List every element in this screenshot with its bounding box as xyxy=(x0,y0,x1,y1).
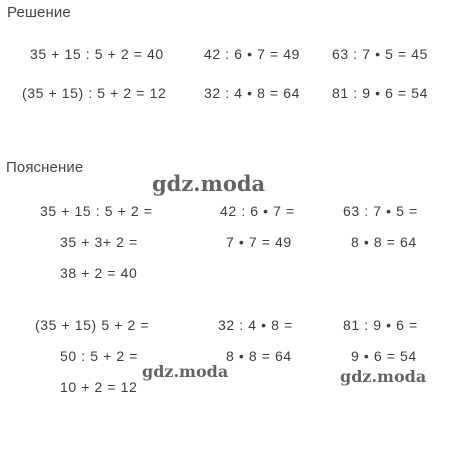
solution-expression: 63 : 7 • 5 = 45 xyxy=(332,46,429,62)
explanation-step: 35 + 3+ 2 = xyxy=(60,234,138,250)
watermark-logo: gdz.moda xyxy=(142,362,229,381)
explanation-step: 10 + 2 = 12 xyxy=(60,379,138,395)
solution-expression: 32 : 4 • 8 = 64 xyxy=(204,85,301,101)
solution-expression: (35 + 15) : 5 + 2 = 12 xyxy=(22,85,167,101)
explanation-heading: Пояснение xyxy=(6,159,84,176)
explanation-step: 42 : 6 • 7 = xyxy=(220,203,295,219)
explanation-step: 50 : 5 + 2 = xyxy=(60,348,139,364)
watermark-logo: gdz.moda xyxy=(340,367,427,386)
solution-expression: 81 : 9 • 6 = 54 xyxy=(332,85,429,101)
explanation-step: 38 + 2 = 40 xyxy=(60,265,138,281)
explanation-step: 8 • 8 = 64 xyxy=(351,234,417,250)
explanation-step: 7 • 7 = 49 xyxy=(226,234,292,250)
explanation-step: 8 • 8 = 64 xyxy=(226,348,292,364)
watermark-logo: gdz.moda xyxy=(152,171,266,196)
explanation-step: 81 : 9 • 6 = xyxy=(343,317,418,333)
explanation-step: 35 + 15 : 5 + 2 = xyxy=(40,203,153,219)
explanation-step: (35 + 15) 5 + 2 = xyxy=(35,317,150,333)
explanation-step: 63 : 7 • 5 = xyxy=(343,203,418,219)
explanation-step: 32 : 4 • 8 = xyxy=(218,317,293,333)
explanation-step: 9 • 6 = 54 xyxy=(351,348,417,364)
solution-expression: 42 : 6 • 7 = 49 xyxy=(204,46,301,62)
solution-expression: 35 + 15 : 5 + 2 = 40 xyxy=(30,46,164,62)
solution-heading: Решение xyxy=(7,4,71,21)
